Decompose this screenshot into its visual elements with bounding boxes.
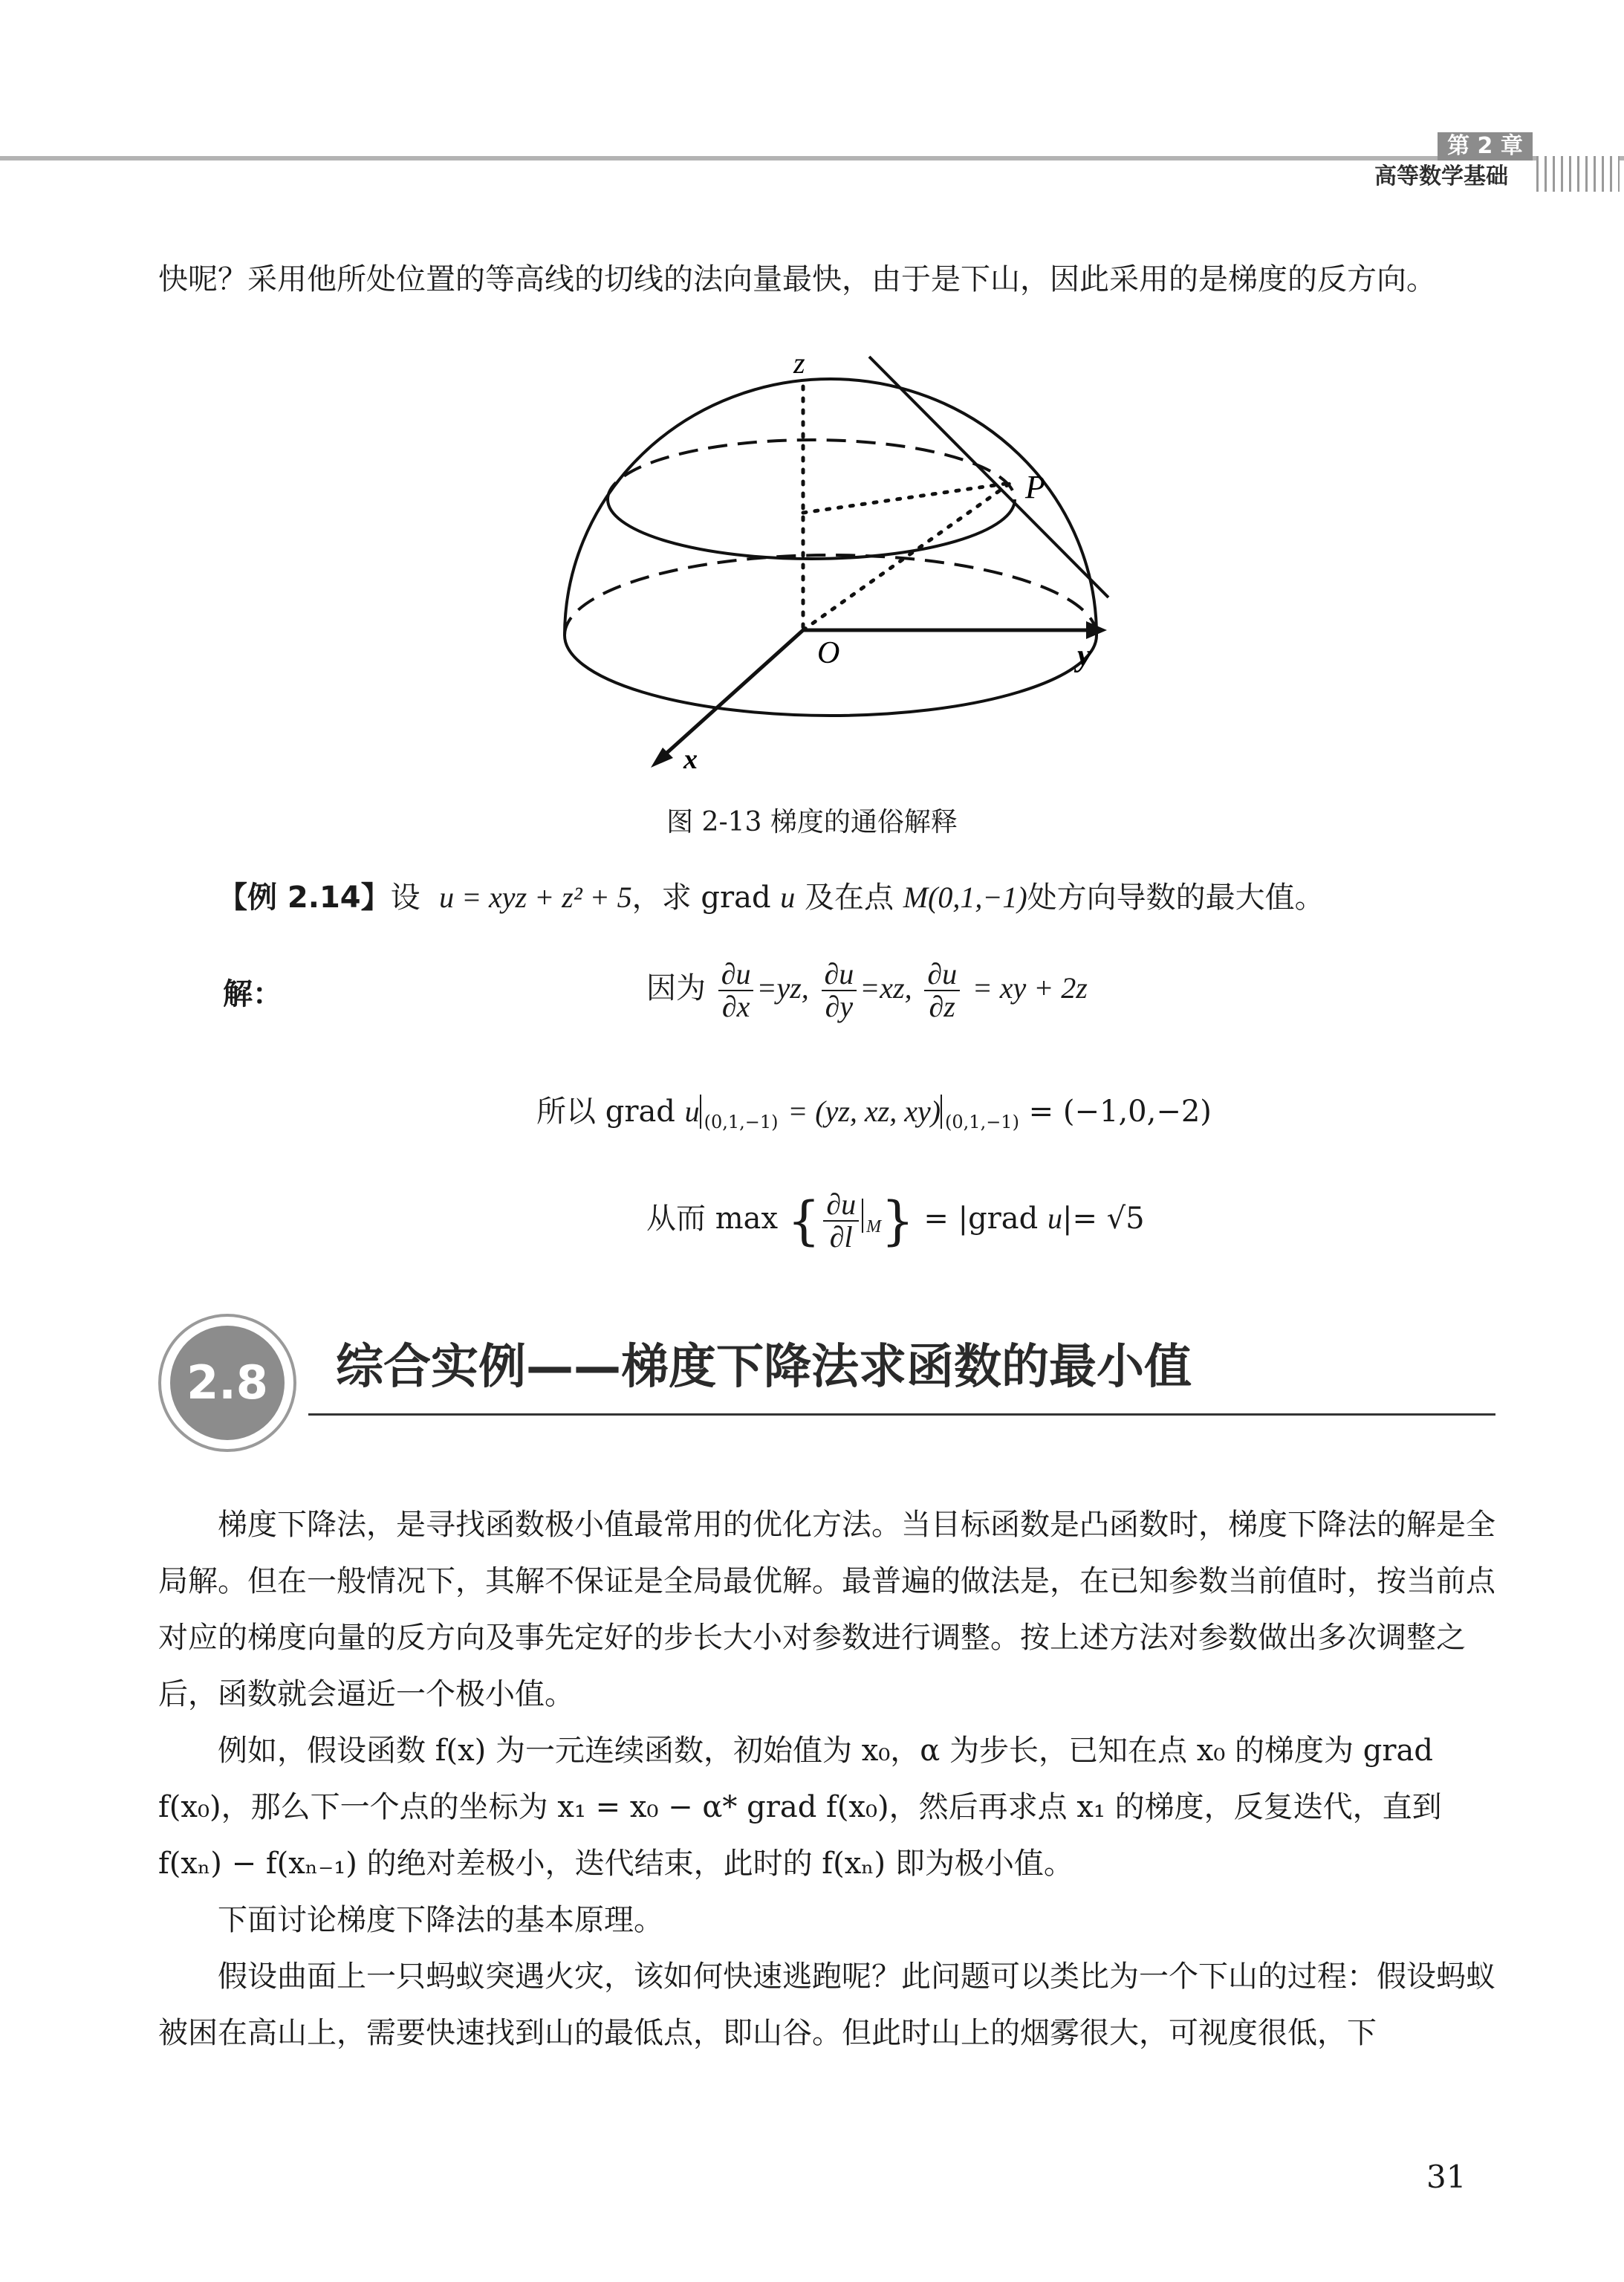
example-label: 【例 2.14】 bbox=[218, 881, 391, 915]
label-o: O bbox=[817, 636, 840, 670]
dotted-o-to-p bbox=[803, 483, 1010, 630]
section-number: 2.8 bbox=[170, 1326, 285, 1440]
dx-denominator: ∂x bbox=[721, 990, 750, 1023]
example-text-2: ，求 grad bbox=[631, 881, 771, 915]
section-underline bbox=[308, 1413, 1495, 1416]
label-z: z bbox=[793, 346, 805, 380]
example-text-4: 处方向导数的最大值。 bbox=[1027, 881, 1325, 915]
fraction-du-dy bbox=[822, 959, 857, 1022]
dotted-to-p bbox=[803, 483, 1010, 513]
page-number: 31 bbox=[1426, 2159, 1467, 2195]
paragraph-principle: 下面讨论梯度下降法的基本原理。 bbox=[218, 1903, 663, 1937]
dy-denominator: ∂y bbox=[825, 990, 854, 1023]
line2-mid: = (yz, xz, xy) bbox=[787, 1095, 941, 1128]
paragraph-ant-analogy: 假设曲面上一只蚂蚁突遇火灾，该如何快速逃跑呢？此问题可以类比为一个下山的过程：假设蚂蚁被困在高山上，需要快速找到山的最低点，即山谷。但此时山上的烟雾很大，可视度很低，下 bbox=[158, 1960, 1495, 2050]
example-text-1: 设 bbox=[390, 881, 420, 915]
contour-ellipse-back bbox=[608, 440, 1015, 499]
paragraph-example: 例如，假设函数 f(x) 为一元连续函数，初始值为 x₀，α 为步长，已知在点 x₀ 的梯度为 grad f(x₀)，那么下一个点的坐标为 x₁ = x₀ − α* grad f(x₀)，然后再求点 x₁ 的梯度，反复迭代，直到 f(xₙ) − f(xₙ₋₁) 的绝对差极小，迭代结束，此时的 f(xₙ) 即为极小值。 bbox=[158, 1734, 1442, 1881]
line1-prefix: 因为 bbox=[646, 971, 706, 1005]
example-point: M(0,1,−1) bbox=[903, 881, 1027, 914]
paragraph-gradient-descent-intro: 梯度下降法，是寻找函数极小值最常用的优化方法。当目标函数是凸函数时，梯度下降法的解是全局解。但在一般情况下，其解不保证是全局最优解。最普遍的做法是，在已知参数当前值时，按当前点对应的梯度向量的反方向及事先定好的步长大小对参数进行调整。按上述方法对参数做出多次调整之后，函数就会逼近一个极小值。 bbox=[158, 1508, 1495, 1711]
label-x: x bbox=[683, 744, 698, 775]
example-text-3: 及在点 bbox=[805, 881, 894, 915]
line3-end: |= √5 bbox=[1062, 1202, 1145, 1236]
solution-line-1 bbox=[646, 959, 1088, 1022]
line2-u: u bbox=[684, 1095, 700, 1128]
example-formula: u = xyz + z² + 5 bbox=[439, 881, 632, 914]
figure-caption: 图 2-13 梯度的通俗解释 bbox=[666, 807, 958, 837]
fraction-du-dx bbox=[718, 959, 754, 1022]
line1-eq2: =xz, bbox=[860, 971, 912, 1005]
fraction-du-dz bbox=[924, 959, 960, 1022]
label-y: y bbox=[1077, 639, 1091, 673]
hemisphere-figure bbox=[520, 342, 1129, 780]
header-rule bbox=[0, 156, 1624, 161]
line1-eq3: = xy + 2z bbox=[972, 971, 1088, 1005]
line2-prefix: 所以 grad bbox=[536, 1095, 675, 1129]
dz-denominator: ∂z bbox=[929, 990, 955, 1023]
section-title: 综合实例——梯度下降法求函数的最小值 bbox=[336, 1340, 1192, 1395]
du-numerator: ∂u bbox=[924, 959, 960, 991]
line3-mid: = |grad bbox=[923, 1202, 1039, 1236]
book-title: 高等数学基础 bbox=[1374, 163, 1508, 189]
solution-label: 解： bbox=[223, 977, 282, 1011]
section-number-badge bbox=[158, 1314, 296, 1452]
base-ellipse-back bbox=[565, 555, 1097, 635]
fraction-du-dl bbox=[823, 1189, 859, 1253]
chapter-tab: 第 2 章 bbox=[1438, 132, 1533, 161]
line3-u: u bbox=[1047, 1202, 1062, 1235]
contour-ellipse-front bbox=[608, 499, 1015, 559]
line2-eval-point-2: (0,1,−1) bbox=[945, 1112, 1019, 1132]
tangent-line bbox=[869, 357, 1108, 597]
line3-sub-m: M bbox=[866, 1216, 882, 1236]
solution-line-2 bbox=[536, 1089, 1212, 1144]
line3-prefix: 从而 max bbox=[646, 1202, 779, 1236]
line2-eval-point-1: (0,1,−1) bbox=[704, 1112, 779, 1132]
line1-eq1: =yz, bbox=[756, 971, 809, 1005]
header-stripes-decoration bbox=[1536, 156, 1620, 192]
label-p: P bbox=[1025, 469, 1045, 505]
example-var-u: u bbox=[780, 881, 796, 914]
x-axis bbox=[661, 630, 803, 758]
intro-text: 快呢？采用他所处位置的等高线的切线的法向量最快，由于是下山，因此采用的是梯度的反方向。 bbox=[158, 262, 1436, 296]
dl-denominator: ∂l bbox=[829, 1220, 853, 1254]
example-2-14 bbox=[218, 875, 1325, 920]
du-numerator: ∂u bbox=[822, 959, 857, 991]
line2-result: = (−1,0,−2) bbox=[1028, 1095, 1212, 1129]
du-numerator: ∂u bbox=[823, 1189, 859, 1222]
solution-line-3: 从而 max { $\frac{\partial u}{\partial l}$ $_M$} = |grad u|= √5 bbox=[646, 1187, 1145, 1254]
du-numerator: ∂u bbox=[718, 959, 754, 991]
